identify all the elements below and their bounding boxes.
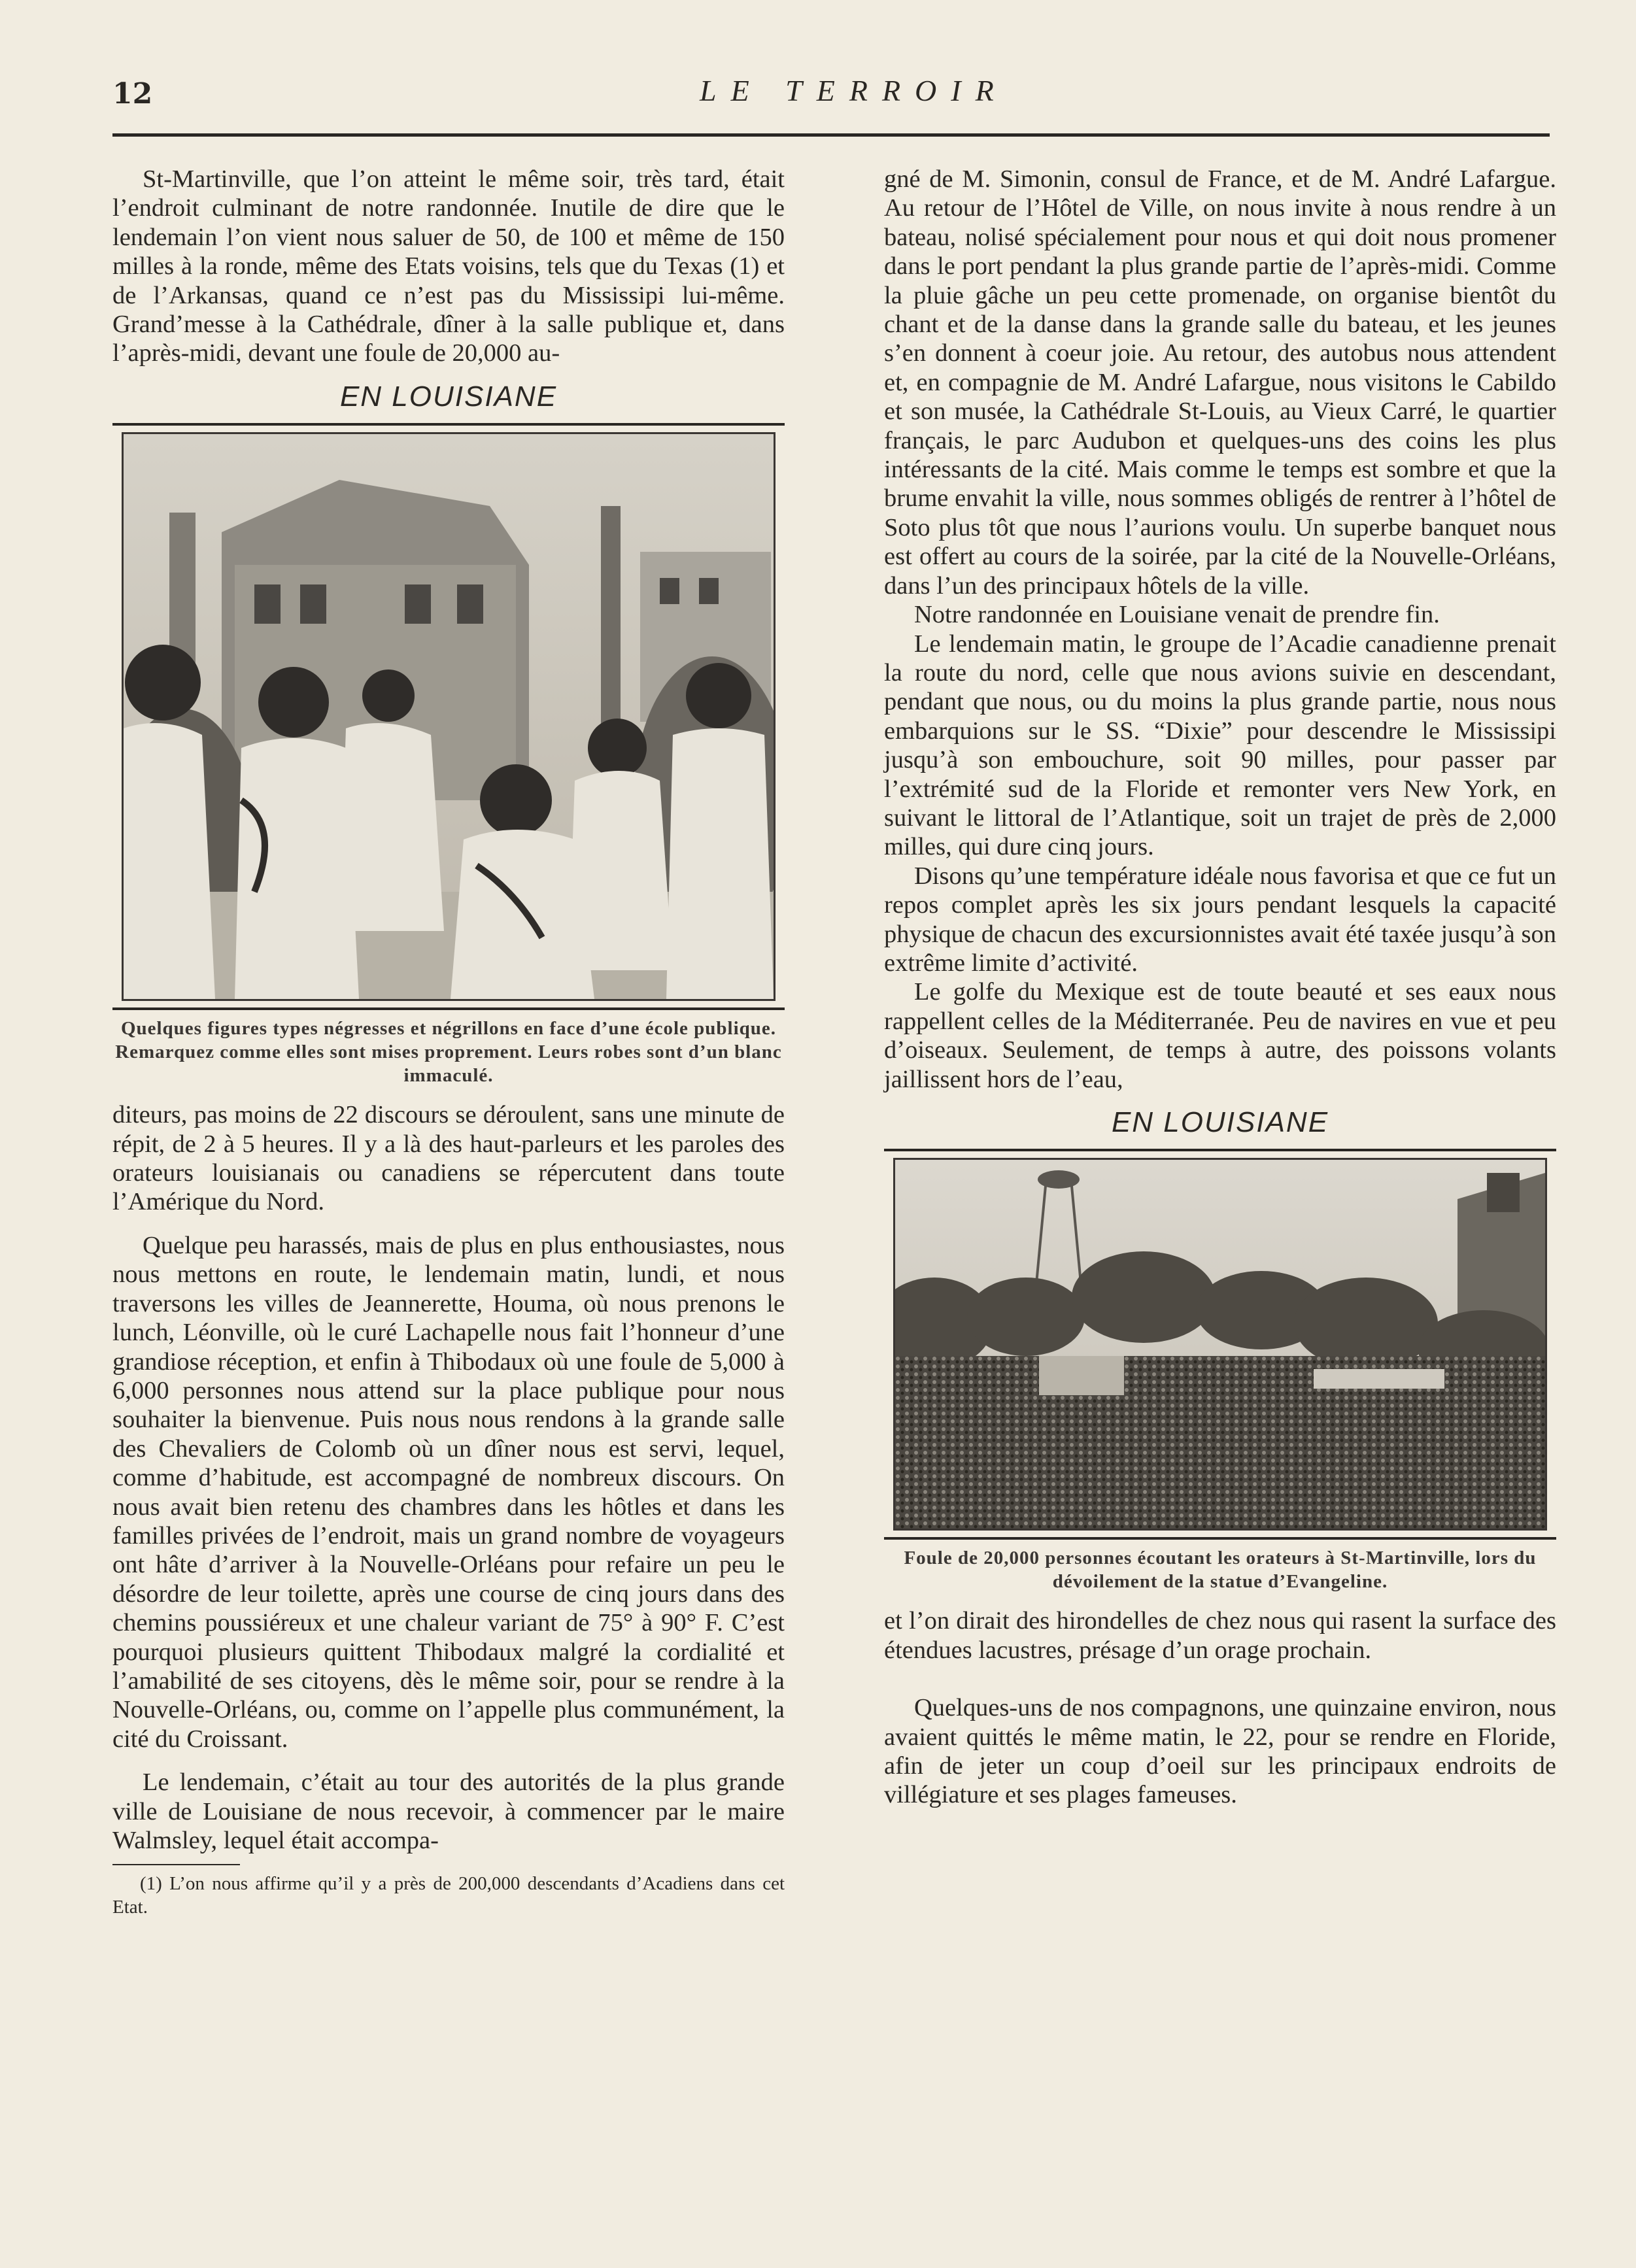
figure-caption: Foule de 20,000 personnes écoutant les orateurs à St-Martinville, lors du dévoilement de la statue d’Evangeline. bbox=[904, 1548, 1537, 1593]
paragraph: et l’on dirait des hirondelles de chez nous qui rasent la surface des étendues lacustres, présage d’un orage prochain. bbox=[884, 1607, 1556, 1664]
left-column bbox=[112, 165, 785, 1919]
paragraph: Quelque peu harassés, mais de plus en plus enthousiastes, nous nous mettons en route, le lendemain matin, lundi, et nous traversons les villes de Jeannerette, Houma, où nous prenons le lunch, Léonville, où le curé Lachapelle nous fait l’honneur d’une grandiose réception, et enfin à Thibodaux où une foule de 5,000 à 6,000 personnes nous attend sur la place publique pour nous souhaiter la bienvenue. Puis nous nous rendons à la grande salle des Chevaliers de Colomb où un dîner nous est servi, lequel, comme d’habitude, est accompagné de nombreux discours. On nous avait bien retenu des chambres dans les hôtles et dans les familles privées de l’endroit, mais un grand nombre de voyageurs ont hâte d’arriver à la Nouvelle-Orléans pour refaire un peu le désordre de leur toilette, après une course de cinq jours dans des chemins poussiéreux et une chaleur variant de 75° à 90° F. C’est pourquoi plusieurs quittent Thibodaux malgré la cordialité et l’amabilité de ses citoyens, dès le même soir, pour se rendre à la Nouvelle-Orléans, ou, comme on l’appelle plus communément, la cité du Croissant. bbox=[112, 1231, 785, 1753]
paragraph: gné de M. Simonin, consul de France, et de M. André Lafargue. Au retour de l’Hôtel de Ville, on nous invite à nous rendre à un bateau, nolisé spécialement pour nous et qui doit nous promener dans le port pendant la plus grande partie de l’après-midi. Comme la pluie gâche un peu cette promenade, on organise bientôt du chant et de la danse dans la grande salle du bateau, et les jeunes s’en donnent à coeur joie. Au retour, des autobus nous attendent et, en compagnie de M. André Lafargue, nous visitons le Cabildo et son musée, la Cathédrale St-Louis, au Vieux Carré, le quartier français, le parc Audubon et quelques-uns des coins les plus intéressants de la cité. Mais comme le temps est sombre et que la brume envahit la ville, nous sommes obligés de rentrer à l’hôtel de Soto plus tôt que nous l’aurions voulu. Un superbe banquet nous est offert au cours de la soirée, par la cité de la Nouvelle-Orléans, dans l’un des principaux hôtels de la ville. bbox=[884, 165, 1556, 600]
footnote-rule bbox=[112, 1864, 240, 1865]
paragraph: diteurs, pas moins de 22 discours se déroulent, sans une minute de répit, de 2 à 5 heures. Il y a là des haut-parleurs et les paroles des orateurs louisianais ou canadiens se répercutent dans toute l’Amérique du Nord. bbox=[112, 1101, 785, 1216]
page-number: 12 bbox=[112, 77, 153, 110]
footnote: (1) L’on nous affirme qu’il y a près de 200,000 descendants d’Acadiens dans cet Etat. bbox=[112, 1873, 785, 1918]
right-column bbox=[884, 165, 1556, 1810]
photo-students bbox=[122, 432, 775, 1001]
paragraph: Le lendemain, c’était au tour des autorités de la plus grande ville de Louisiane de nous recevoir, à commencer par le maire Walmsley, lequel était accompa- bbox=[112, 1769, 785, 1854]
paragraph: Le golfe du Mexique est de toute beauté et ses eaux nous rappellent celles de la Méditerranée. Peu de navires en vue et peu d’oiseaux. Seulement, de temps à autre, des poissons volants jaillissent hors de l’eau, bbox=[884, 978, 1556, 1093]
figure-crowd bbox=[884, 1108, 1556, 1593]
figure-title: EN LOUISIANE bbox=[1111, 1106, 1329, 1138]
paragraph: St-Martinville, que l’on atteint le même soir, très tard, était l’endroit culminant de notre randonnée. Inutile de dire que le lendemain l’on vient nous saluer de 50, de 100 et même de 150 milles à la ronde, même des Etats voisins, tels que du Texas (1) et de l’Arkansas, quand ce n’est pas du Mississipi lui-même. Grand’messe à la Cathédrale, dîner à la salle publique et, dans l’après-midi, devant une foule de 20,000 au- bbox=[112, 165, 785, 367]
paragraph: Le lendemain matin, le groupe de l’Acadie canadienne prenait la route du nord, celle que nous avions suivie en descendant, pendant que nous, ou du moins la plus grande partie, nous nous embarquions sur le SS. “Dixie” pour descendre le Mississipi jusqu’à son embouchure, soit 90 milles, pour passer par l’extrémité sud de la Floride et remonter vers New York, en suivant le littoral de l’Atlantique, soit un trajet de près de 2,000 milles, qui dure cinq jours. bbox=[884, 630, 1556, 861]
header-rule bbox=[112, 133, 1550, 137]
running-title: LE TERROIR bbox=[700, 74, 1008, 107]
paragraph: Quelques-uns de nos compagnons, une quinzaine environ, nous avaient quittés le même matin, le 22, pour se rendre en Floride, afin de jeter un coup d’oeil sur les principaux endroits de villégiature et ses plages fameuses. bbox=[884, 1694, 1556, 1809]
photo-crowd bbox=[893, 1158, 1547, 1531]
paragraph: Notre randonnée en Louisiane venait de prendre fin. bbox=[914, 601, 1440, 629]
photo-crowd-image bbox=[895, 1160, 1545, 1529]
figure-students bbox=[112, 382, 785, 1087]
figure-caption: Quelques figures types négresses et négrillons en face d’une école publique. Remarquez comme elles sont mises proprement. Leurs robes sont d’un blanc immaculé. bbox=[115, 1018, 782, 1087]
figure-title: EN LOUISIANE bbox=[339, 380, 558, 413]
photo-students-image bbox=[124, 434, 774, 999]
paragraph: Disons qu’une température idéale nous favorisa et que ce fut un repos complet après les six jours pendant lesquels la capacité physique de chacun des excursionnistes avait été taxée jusqu’à son extrême limite d’activité. bbox=[884, 862, 1556, 977]
